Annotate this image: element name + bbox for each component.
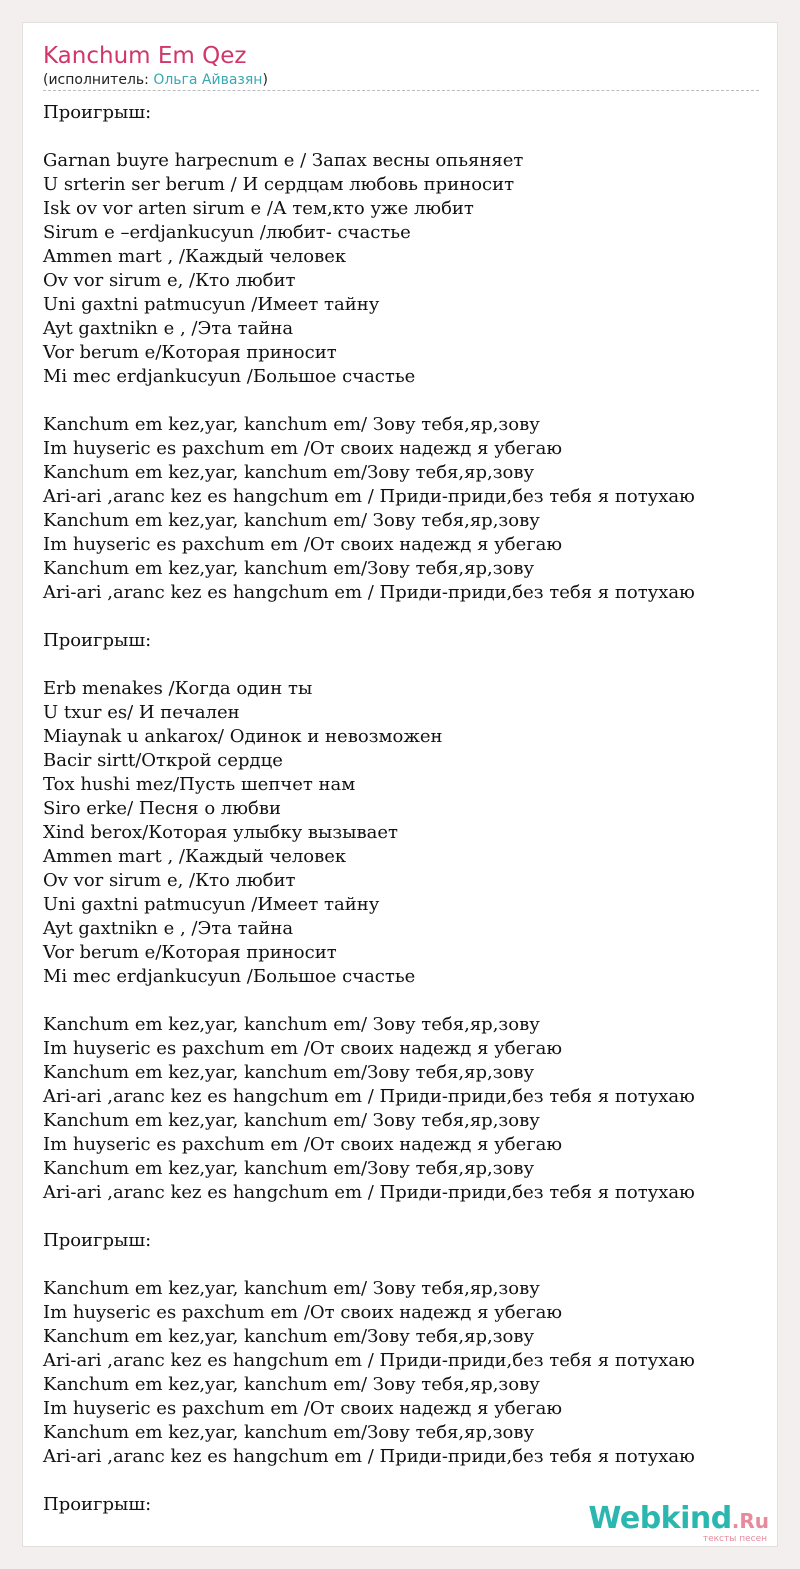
logo-tagline: тексты песен: [702, 1534, 767, 1544]
lyrics-card: [22, 22, 778, 1547]
song-title: Kanchum Em Qez: [43, 43, 247, 69]
title-divider: [43, 90, 759, 91]
lyrics-text: Проигрыш: Garnan buyre harpecnum e / Запах весны опьяняет U srterin ser berum / И сердцам любовь приносит Isk ov vor arten sirum e /А тем,кто уже любит Sirum e –erdjankucyun /любит- счастье Ammen mart , /Каждый человек Ov vor sirum e, /Кто любит Uni gaxtni patmucyun /Имеет тайну Ayt gaxtnikn e , /Эта тайна Vor berum e/Которая приносит Mi mec erdjankucyun /Большое счастье Kanchum em kez,yar, kanchum em/ Зову тебя,яр,зову Im huyseric es paxchum em /От своих надежд я убегаю Kanchum em kez,yar, kanchum em/Зову тебя,яр,зову Ari-ari ,aranc kez es hangchum em / Приди-приди,без тебя я потухаю Kanchum em kez,yar, kanchum em/ Зову тебя,яр,зову Im huyseric es paxchum em /От своих надежд я убегаю Kanchum em kez,yar, kanchum em/Зову тебя,яр,зову Ari-ari ,aranc kez es hangchum em / Приди-приди,без тебя я потухаю Проигрыш: Erb menakes /Когда один ты U txur es/ И печален Miaynak u ankarox/ Одинок и невозможен Bacir sirtt/Открой сердце Tox hushi mez/Пусть шепчет нам Siro erke/ Песня о любви Xind berox/Которая улыбку вызывает Ammen mart , /Каждый человек Ov vor sirum e, /Кто любит Uni gaxtni patmucyun /Имеет тайну Ayt gaxtnikn e , /Эта тайна Vor berum e/Которая приносит Mi mec erdjankucyun /Большое счастье Kanchum em kez,yar, kanchum em/ Зову тебя,яр,зову Im huyseric es paxchum em /От своих надежд я убегаю Kanchum em kez,yar, kanchum em/Зову тебя,яр,зову Ari-ari ,aranc kez es hangchum em / Приди-приди,без тебя я потухаю Kanchum em kez,yar, kanchum em/ Зову тебя,яр,зову Im huyseric es paxchum em /От своих надежд я убегаю Kanchum em kez,yar, kanchum em/Зову тебя,яр,зову Ari-ari ,aranc kez es hangchum em / Приди-приди,без тебя я потухаю Проигрыш: Kanchum em kez,yar, kanchum em/ Зову тебя,яр,зову Im huyseric es paxchum em /От своих надежд я убегаю Kanchum em kez,yar, kanchum em/Зову тебя,яр,зову Ari-ari ,aranc kez es hangchum em / Приди-приди,без тебя я потухаю Kanchum em kez,yar, kanchum em/ Зову тебя,яр,зову Im huyseric es paxchum em /От своих надежд я убегаю Kanchum em kez,yar, kanchum em/Зову тебя,яр,зову Ari-ari ,aranc kez es hangchum em / Приди-приди,без тебя я потухаю Проигрыш:: [43, 102, 695, 1515]
logo-tld-text: .Ru: [731, 1509, 769, 1533]
performer-prefix: (исполнитель:: [43, 72, 154, 88]
performer-suffix: ): [262, 72, 268, 88]
performer-link[interactable]: Ольга Айвазян: [153, 72, 263, 88]
webkind-logo[interactable]: [588, 1501, 769, 1544]
logo-main-text: Webkind: [588, 1501, 732, 1536]
performer-line: [43, 71, 268, 89]
